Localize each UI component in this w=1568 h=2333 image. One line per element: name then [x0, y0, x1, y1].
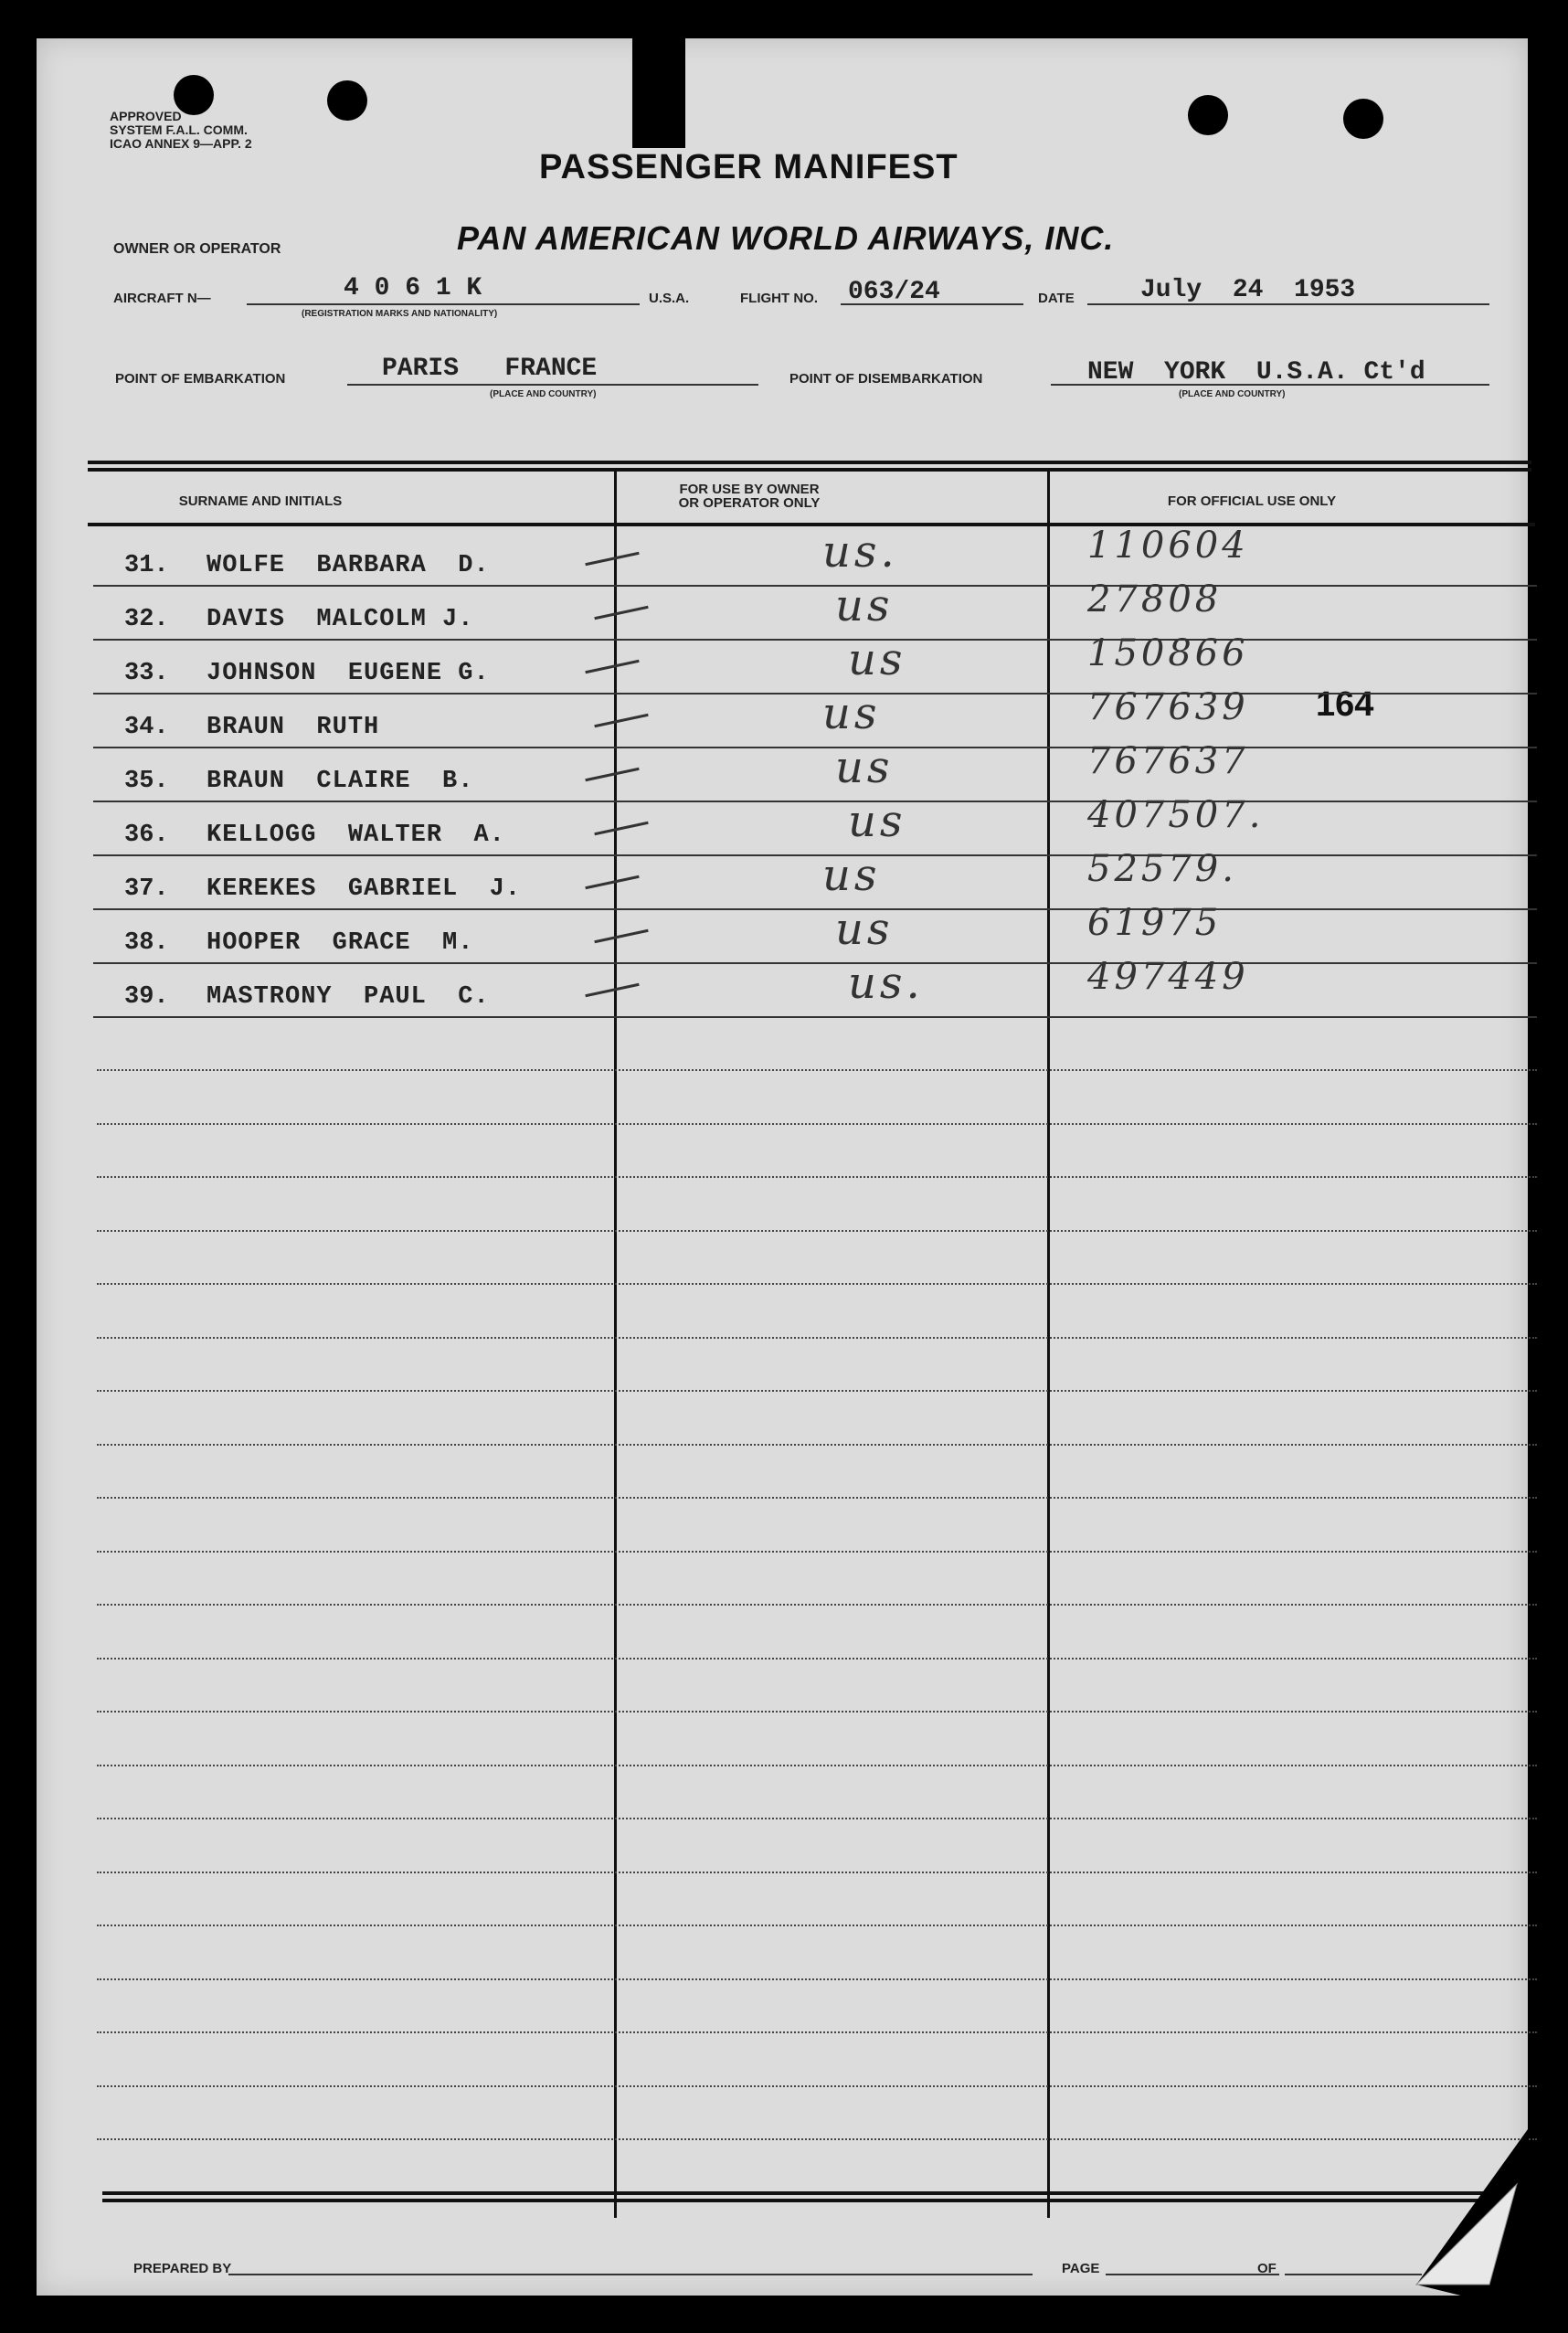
passenger-number: 38.	[124, 929, 169, 957]
table-top-rule	[88, 461, 1531, 464]
column-divider	[614, 468, 617, 2218]
prepared-by-label: PREPARED BY	[133, 2261, 232, 2276]
aircraft-value: 4 0 6 1 K	[344, 274, 482, 302]
date-value: July 24 1953	[1140, 276, 1356, 304]
row-rule	[93, 801, 1537, 802]
owner-initials: us	[822, 688, 881, 739]
disembarkation-value: NEW YORK U.S.A. Ct'd	[1087, 358, 1425, 387]
blank-row-rule	[97, 1658, 1537, 1660]
passenger-number: 31.	[124, 552, 169, 579]
owner-initials: us	[848, 634, 906, 685]
passenger-number: 34.	[124, 714, 169, 741]
passenger-name: KELLOGG WALTER A.	[207, 822, 505, 849]
underline	[1087, 303, 1489, 305]
blank-row-rule	[97, 1230, 1537, 1232]
underline	[228, 2274, 1033, 2275]
owner-label: OWNER OR OPERATOR	[113, 241, 281, 257]
owner-initials: us.	[822, 526, 898, 578]
owner-initials: us	[835, 742, 894, 793]
table-top-rule	[88, 468, 1531, 472]
blank-row-rule	[97, 2031, 1537, 2033]
table-bottom-rule	[102, 2191, 1528, 2195]
airline-name: PAN AMERICAN WORLD AIRWAYS, INC.	[457, 219, 1115, 257]
official-number: 767637	[1087, 740, 1249, 782]
row-rule	[93, 585, 1537, 587]
blank-row-rule	[97, 1604, 1537, 1606]
owner-initials: us	[848, 796, 906, 847]
passenger-name: KEREKES GABRIEL J.	[207, 875, 522, 903]
punch-hole	[1343, 99, 1383, 139]
check-mark	[585, 552, 639, 566]
official-number: 767639	[1087, 686, 1249, 728]
passenger-number: 37.	[124, 875, 169, 903]
check-mark	[585, 768, 639, 781]
underline	[841, 303, 1023, 305]
approval-line: ICAO ANNEX 9—APP. 2	[110, 136, 252, 151]
passenger-name: HOOPER GRACE M.	[207, 929, 474, 957]
column-header-official: FOR OFFICIAL USE ONLY	[1167, 493, 1337, 509]
check-mark	[585, 660, 639, 673]
page-label: PAGE	[1062, 2261, 1100, 2276]
check-mark	[594, 606, 648, 620]
passenger-name: JOHNSON EUGENE G.	[207, 660, 490, 687]
blank-row-rule	[97, 1123, 1537, 1125]
blank-row-rule	[97, 1283, 1537, 1285]
row-rule	[93, 747, 1537, 748]
disembarkation-sublabel: (PLACE AND COUNTRY)	[1179, 389, 1286, 399]
row-rule	[93, 1016, 1537, 1018]
check-mark	[585, 875, 639, 889]
embarkation-sublabel: (PLACE AND COUNTRY)	[490, 389, 597, 399]
official-number: 61975	[1087, 902, 1223, 944]
approval-note	[110, 110, 252, 151]
blank-row-rule	[97, 1176, 1537, 1178]
row-rule	[93, 908, 1537, 910]
flight-label: FLIGHT NO.	[740, 291, 818, 306]
passenger-name: BRAUN RUTH	[207, 714, 380, 741]
owner-initials: us	[835, 580, 894, 631]
blank-row-rule	[97, 1978, 1537, 1980]
blank-row-rule	[97, 1711, 1537, 1713]
aircraft-label: AIRCRAFT N—	[113, 291, 211, 306]
official-number: 110604	[1087, 525, 1249, 567]
blank-row-rule	[97, 1551, 1537, 1553]
usa-label: U.S.A.	[649, 291, 690, 306]
binder-tab	[632, 38, 685, 148]
passenger-name: MASTRONY PAUL C.	[207, 983, 490, 1011]
blank-row-rule	[97, 1337, 1537, 1339]
passenger-number: 39.	[124, 983, 169, 1011]
blank-row-rule	[97, 1497, 1537, 1499]
approval-line: SYSTEM F.A.L. COMM.	[110, 122, 248, 137]
passenger-name: BRAUN CLAIRE B.	[207, 768, 474, 795]
underline	[1051, 384, 1489, 386]
date-label: DATE	[1038, 291, 1075, 306]
page-title: PASSENGER MANIFEST	[539, 148, 959, 186]
column-header-owner: FOR USE BY OWNER OR OPERATOR ONLY	[678, 482, 821, 511]
official-number: 150866	[1087, 632, 1249, 674]
blank-row-rule	[97, 1444, 1537, 1446]
row-rule	[93, 962, 1537, 964]
blank-row-rule	[97, 1872, 1537, 1873]
underline	[347, 384, 758, 386]
row-rule	[93, 854, 1537, 856]
owner-initials: us	[822, 850, 881, 901]
official-number: 52579.	[1087, 848, 1237, 890]
approval-line: APPROVED	[110, 109, 182, 123]
check-mark	[585, 983, 639, 997]
flight-value: 063/24	[848, 278, 940, 306]
table-bottom-rule	[102, 2199, 1528, 2202]
owner-initials: us	[835, 904, 894, 955]
header-bottom-rule	[88, 523, 1535, 526]
owner-initials: us.	[848, 958, 924, 1009]
official-number: 407507.	[1087, 794, 1265, 836]
disembarkation-label: POINT OF DISEMBARKATION	[789, 371, 983, 387]
embarkation-value: PARIS FRANCE	[382, 355, 598, 383]
underline	[247, 303, 640, 305]
punch-hole	[1188, 95, 1228, 135]
official-number: 497449	[1087, 956, 1249, 998]
passenger-number: 35.	[124, 768, 169, 795]
blank-row-rule	[97, 1925, 1537, 1926]
blank-row-rule	[97, 1765, 1537, 1766]
passenger-name: DAVIS MALCOLM J.	[207, 606, 474, 633]
check-mark	[594, 822, 648, 835]
manifest-page	[37, 38, 1528, 2296]
aircraft-sublabel: (REGISTRATION MARKS AND NATIONALITY)	[302, 309, 498, 319]
folded-corner	[1398, 2129, 1535, 2312]
passenger-number: 32.	[124, 606, 169, 633]
passenger-name: WOLFE BARBARA D.	[207, 552, 490, 579]
check-mark	[594, 714, 648, 727]
column-divider	[1047, 468, 1050, 2218]
blank-row-rule	[97, 2085, 1537, 2087]
punch-hole	[327, 80, 367, 121]
stamp-164: 164	[1316, 685, 1374, 724]
check-mark	[594, 929, 648, 943]
embarkation-label: POINT OF EMBARKATION	[115, 371, 286, 387]
official-number: 27808	[1087, 578, 1223, 620]
blank-row-rule	[97, 1818, 1537, 1819]
passenger-number: 33.	[124, 660, 169, 687]
passenger-number: 36.	[124, 822, 169, 849]
blank-row-rule	[97, 2138, 1537, 2140]
row-rule	[93, 639, 1537, 641]
blank-row-rule	[97, 1069, 1537, 1071]
blank-row-rule	[97, 1390, 1537, 1392]
underline	[1106, 2274, 1279, 2275]
row-rule	[93, 693, 1537, 695]
column-header-surname: SURNAME AND INITIALS	[178, 493, 343, 509]
of-label: OF	[1257, 2261, 1277, 2276]
